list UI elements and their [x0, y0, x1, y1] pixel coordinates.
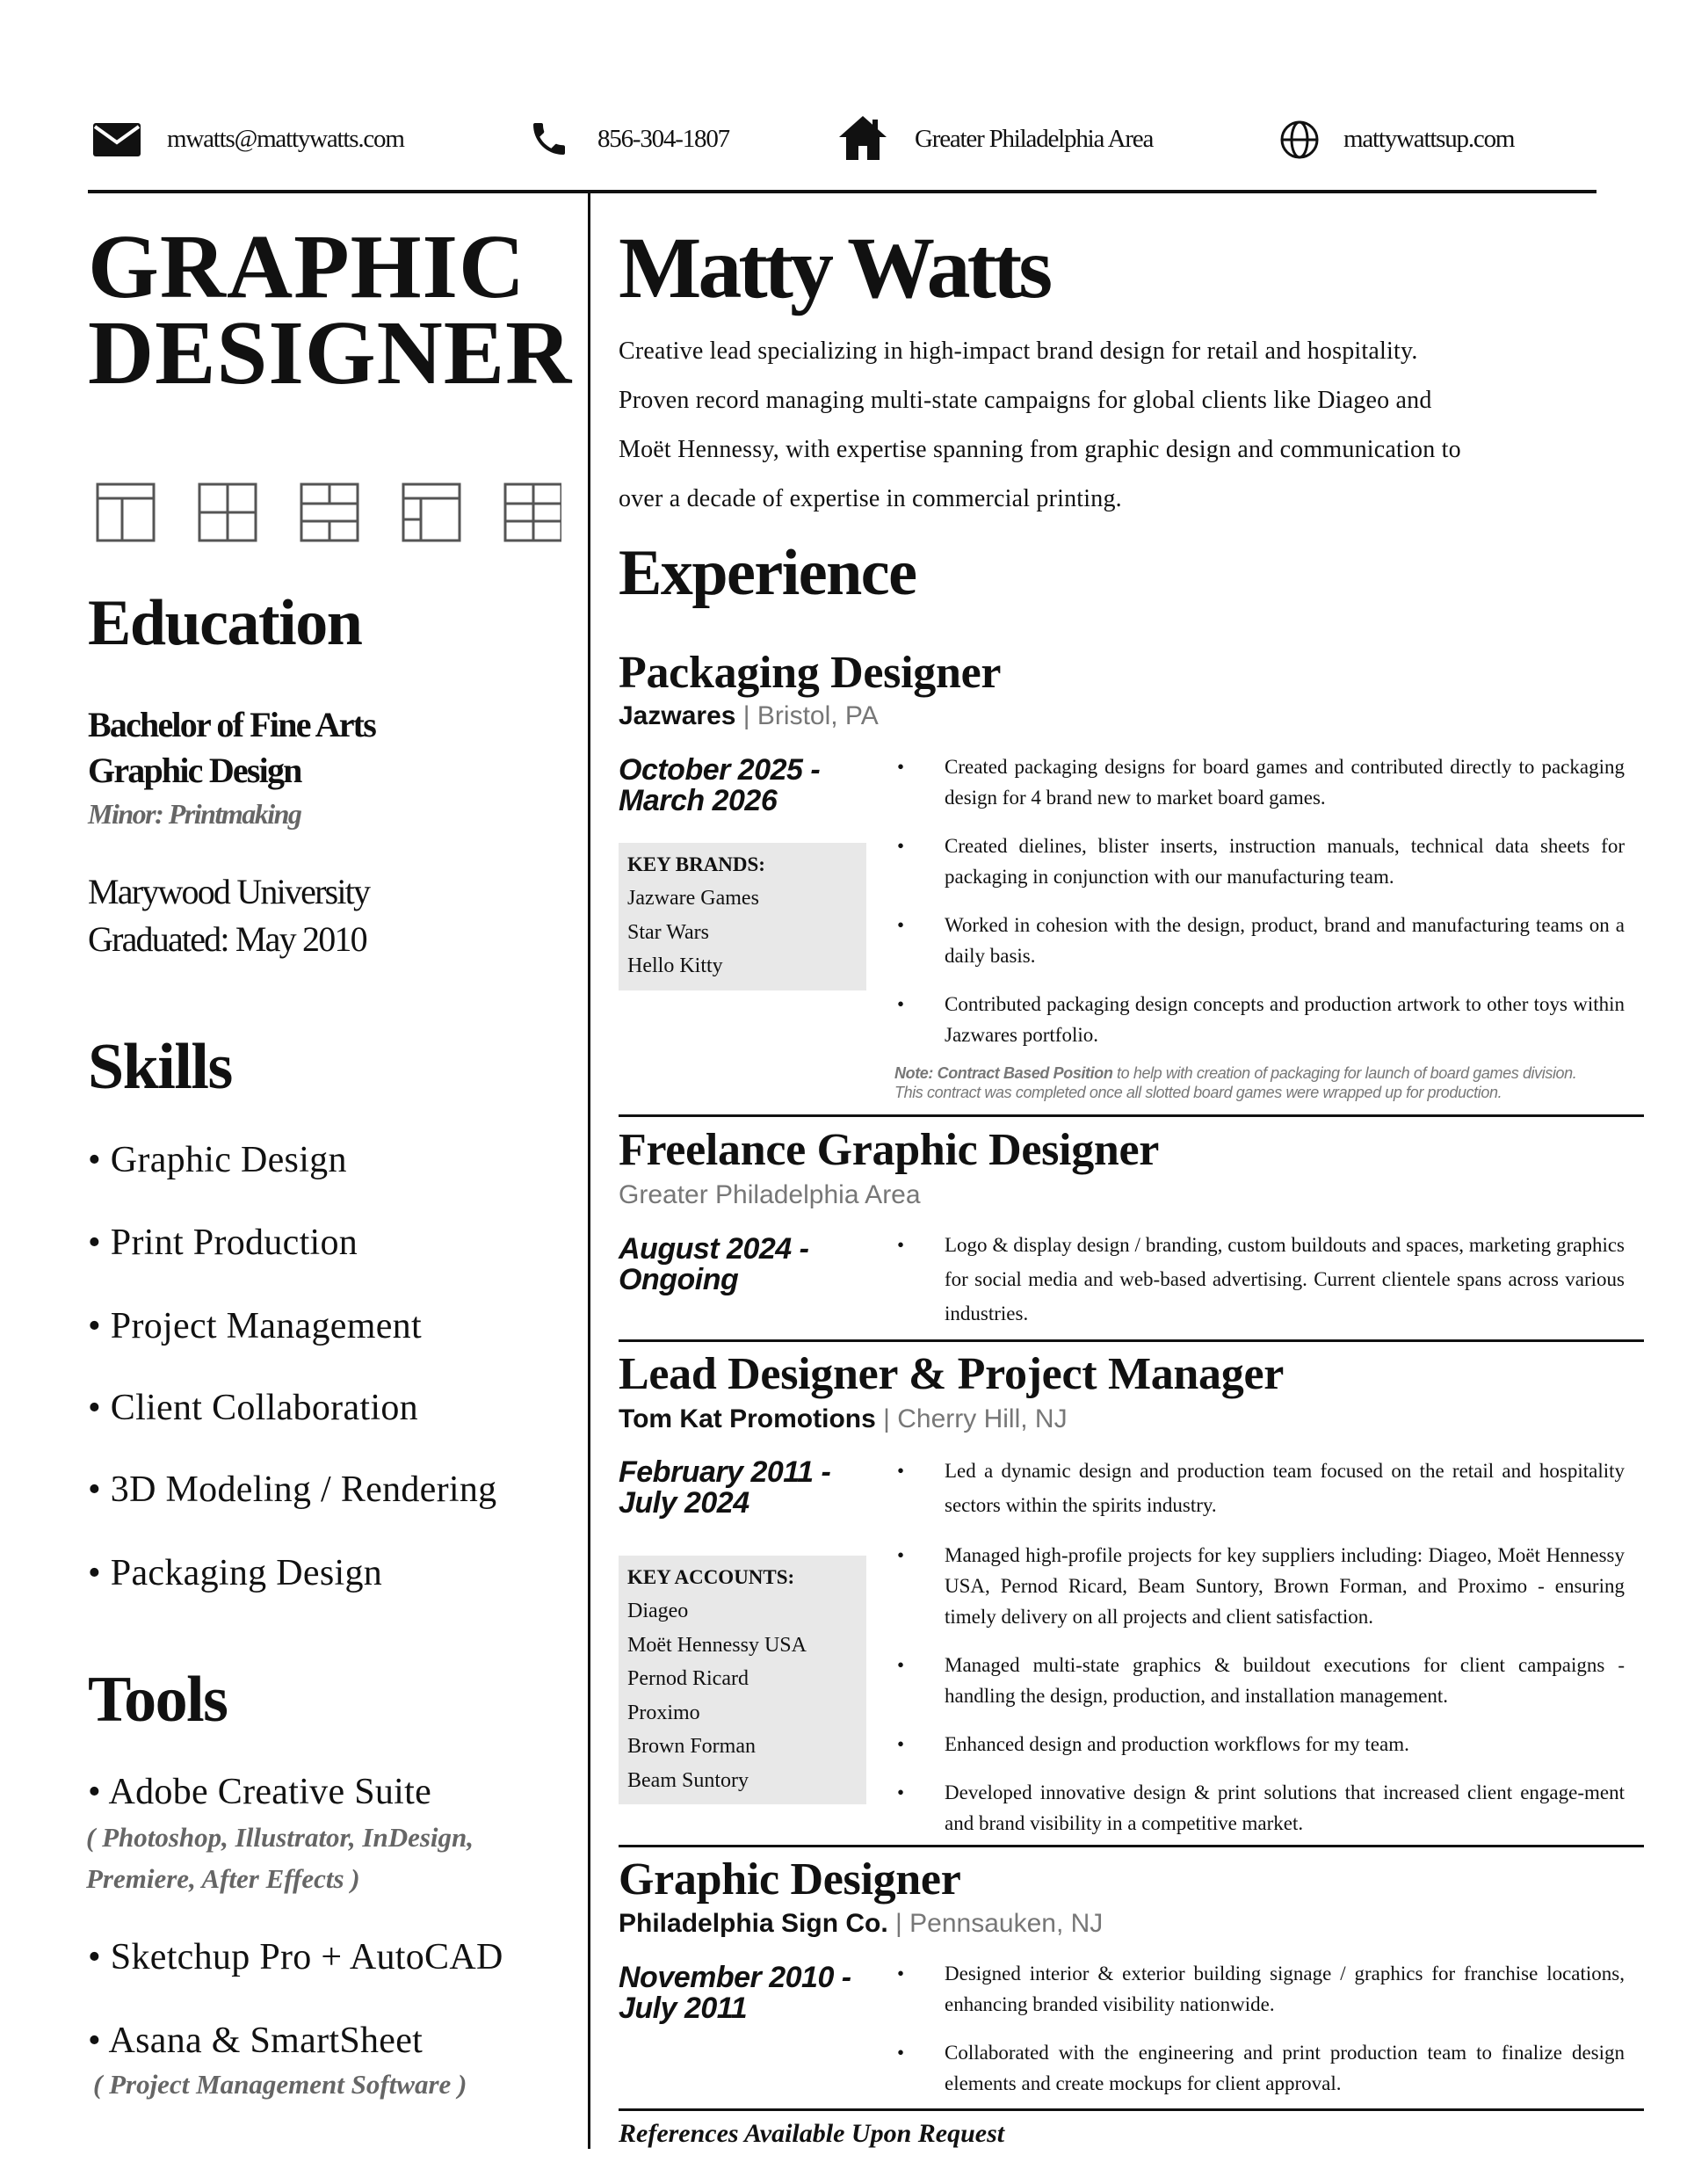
globe-icon	[1279, 120, 1320, 160]
bullet-item: • Logo & display design / branding, custom buildouts and spaces, marketing graphics for social media and web-based advertising. Current clientele spans across various industries.	[897, 1228, 1625, 1331]
skill-item: • Client Collaboration	[88, 1388, 418, 1428]
summary-line: Proven record managing multi-state campaigns for global clients like Diageo and	[619, 387, 1432, 414]
box-heading: KEY ACCOUNTS:	[627, 1566, 795, 1588]
company-location: Greater Philadelphia Area	[619, 1180, 921, 1209]
layout-grid-icon	[199, 484, 256, 541]
bullet-item: • Created dielines, blister inserts, instruction manuals, technical data sheets for packaging in conjunction with our manufacturing team.	[897, 831, 1625, 892]
box-item: Star Wars	[627, 920, 709, 944]
company-name: Jazwares	[619, 701, 736, 730]
date-end: July 2024	[619, 1486, 749, 1520]
job-dates	[619, 1457, 830, 1519]
box-item: Diageo	[627, 1600, 689, 1622]
layout-icons	[96, 483, 561, 547]
bullet-item: • Developed innovative design & print solutions that increased client engage-ment and brand visibility in a competitive market.	[897, 1777, 1625, 1839]
section-divider	[619, 1339, 1644, 1342]
box-item: Brown Forman	[627, 1735, 756, 1758]
date-start: August 2024 -	[619, 1232, 809, 1266]
job-title: Freelance Graphic Designer	[619, 1125, 1160, 1175]
company-location: | Bristol, PA	[735, 701, 879, 730]
bullet-item: • Worked in cohesion with the design, product, brand and manufacturing teams on a daily basis.	[897, 910, 1625, 971]
section-divider	[619, 2108, 1644, 2111]
bullet-item: • Collaborated with the engineering and print production team to finalize design elements and create mockups for client approval.	[897, 2037, 1625, 2099]
location-text: Greater Philadelphia Area	[915, 125, 1154, 153]
tool-item: • Adobe Creative Suite	[88, 1772, 432, 1812]
bullet-item: • Contributed packaging design concepts and production artwork to other toys within Jazwares portfolio.	[897, 989, 1625, 1050]
header-divider	[88, 190, 1596, 193]
summary-line: Creative lead specializing in high-impact brand design for retail and hospitality.	[619, 337, 1418, 365]
phone-number[interactable]: 856-304-1807	[597, 125, 729, 153]
company-line	[619, 1404, 1068, 1435]
bullet-item: • Led a dynamic design and production team focused on the retail and hospitality sectors within the spirits industry.	[897, 1454, 1625, 1522]
summary-line: Moët Hennessy, with expertise spanning from graphic design and communication to	[619, 436, 1461, 463]
job-title: Lead Designer & Project Manager	[619, 1349, 1285, 1399]
summary	[619, 327, 1461, 524]
experience-heading: Experience	[619, 537, 916, 609]
bullet-item: • Managed multi-state graphics & buildout executions for client campaigns - handling the design, production, and installation management.	[897, 1650, 1625, 1711]
column-divider	[588, 192, 590, 2149]
envelope-icon	[93, 123, 141, 156]
key-brands-box	[619, 843, 866, 990]
note-text: This contract was completed once all slotted board games were wrapped up for production.	[894, 1084, 1502, 1101]
company-line	[619, 1908, 1103, 1940]
key-accounts-box	[619, 1556, 866, 1804]
degree: Bachelor of Fine Arts	[88, 705, 375, 744]
phone-icon	[528, 118, 570, 160]
major: Graphic Design	[88, 751, 301, 790]
box-item: Jazware Games	[627, 887, 759, 910]
date-start: October 2025 -	[619, 753, 821, 787]
box-item: Proximo	[627, 1701, 700, 1724]
graduation-date: Graduated: May 2010	[88, 919, 366, 959]
job-dates	[619, 1963, 851, 2024]
company-line	[619, 700, 879, 732]
skill-item: • Packaging Design	[88, 1553, 383, 1593]
tool-item: • Sketchup Pro + AutoCAD	[88, 1937, 503, 1977]
company-name: Tom Kat Promotions	[619, 1404, 876, 1433]
skill-item: • 3D Modeling / Rendering	[88, 1469, 497, 1510]
school: Marywood University	[88, 872, 370, 911]
job-title-line2: DESIGNER	[88, 302, 573, 403]
company-location: | Pennsauken, NJ	[887, 1909, 1104, 1938]
job-dates	[619, 1234, 808, 1295]
box-item: Moët Hennessy USA	[627, 1633, 807, 1657]
tool-subtext: Premiere, After Effects )	[86, 1863, 360, 1894]
job-title: Packaging Designer	[619, 648, 1002, 698]
job-title: Graphic Designer	[619, 1854, 961, 1905]
note-label: Note: Contract Based Position	[894, 1064, 1113, 1082]
bullet-item: • Managed high-profile projects for key suppliers including: Diageo, Moët Hennessy USA, Pernod Ricard, Beam Suntory, Brown Forman, and Proximo - ensuring timely delivery on all projects and client satisfaction.	[897, 1540, 1625, 1632]
contract-note	[894, 1063, 1576, 1102]
box-item: Beam Suntory	[627, 1768, 749, 1792]
date-start: November 2010 -	[619, 1961, 851, 1994]
layout-sidebar-icon	[403, 484, 460, 541]
layout-table-icon	[505, 484, 561, 541]
bullet-item: • Designed interior & exterior building signage / graphics for franchise locations, enhancing branded visibility nationwide.	[897, 1958, 1625, 2020]
job-bullets	[897, 751, 1625, 1068]
company-location: | Cherry Hill, NJ	[875, 1404, 1068, 1433]
references-note: References Available Upon Request	[619, 2119, 1005, 2148]
box-item: Hello Kitty	[627, 954, 723, 977]
job-bullets	[897, 1958, 1625, 2116]
date-end: March 2026	[619, 784, 778, 817]
job-title-line1: GRAPHIC	[88, 216, 526, 317]
tools-heading: Tools	[88, 1664, 228, 1736]
section-divider	[619, 1114, 1644, 1117]
education-heading: Education	[88, 587, 362, 659]
job-dates	[619, 755, 820, 816]
date-end: July 2011	[619, 1992, 748, 2025]
job-bullets	[897, 1454, 1625, 1856]
tool-item: • Asana & SmartSheet	[88, 2021, 424, 2061]
box-item: Pernod Ricard	[627, 1667, 749, 1690]
layout-panel-icon	[98, 484, 154, 541]
skill-item: • Graphic Design	[88, 1140, 347, 1180]
box-heading: KEY BRANDS:	[627, 853, 765, 875]
bullet-item: • Enhanced design and production workflows for my team.	[897, 1729, 1625, 1760]
company-name: Philadelphia Sign Co.	[619, 1909, 888, 1938]
layout-rows-icon	[301, 484, 358, 541]
minor: Minor: Printmaking	[88, 798, 301, 830]
tool-subtext: ( Photoshop, Illustrator, InDesign,	[86, 1822, 474, 1853]
website-link[interactable]: mattywattsup.com	[1343, 125, 1515, 153]
skill-item: • Project Management	[88, 1306, 422, 1346]
date-end: Ongoing	[619, 1263, 739, 1296]
person-name: Matty Watts	[619, 219, 1050, 316]
summary-line: over a decade of expertise in commercial printing.	[619, 485, 1122, 512]
bullet-item: • Created packaging designs for board games and contributed directly to packaging design for 4 brand new to market board games.	[897, 751, 1625, 813]
job-bullets	[897, 1228, 1625, 1348]
note-text: to help with creation of packaging for launch of board games division.	[1112, 1064, 1577, 1082]
skill-item: • Print Production	[88, 1223, 358, 1263]
section-divider	[619, 1845, 1644, 1847]
skills-heading: Skills	[88, 1031, 232, 1103]
date-start: February 2011 -	[619, 1455, 831, 1489]
house-icon	[839, 116, 887, 160]
tool-subtext: ( Project Management Software )	[93, 2069, 467, 2100]
email-link[interactable]: mwatts@mattywatts.com	[167, 125, 404, 153]
